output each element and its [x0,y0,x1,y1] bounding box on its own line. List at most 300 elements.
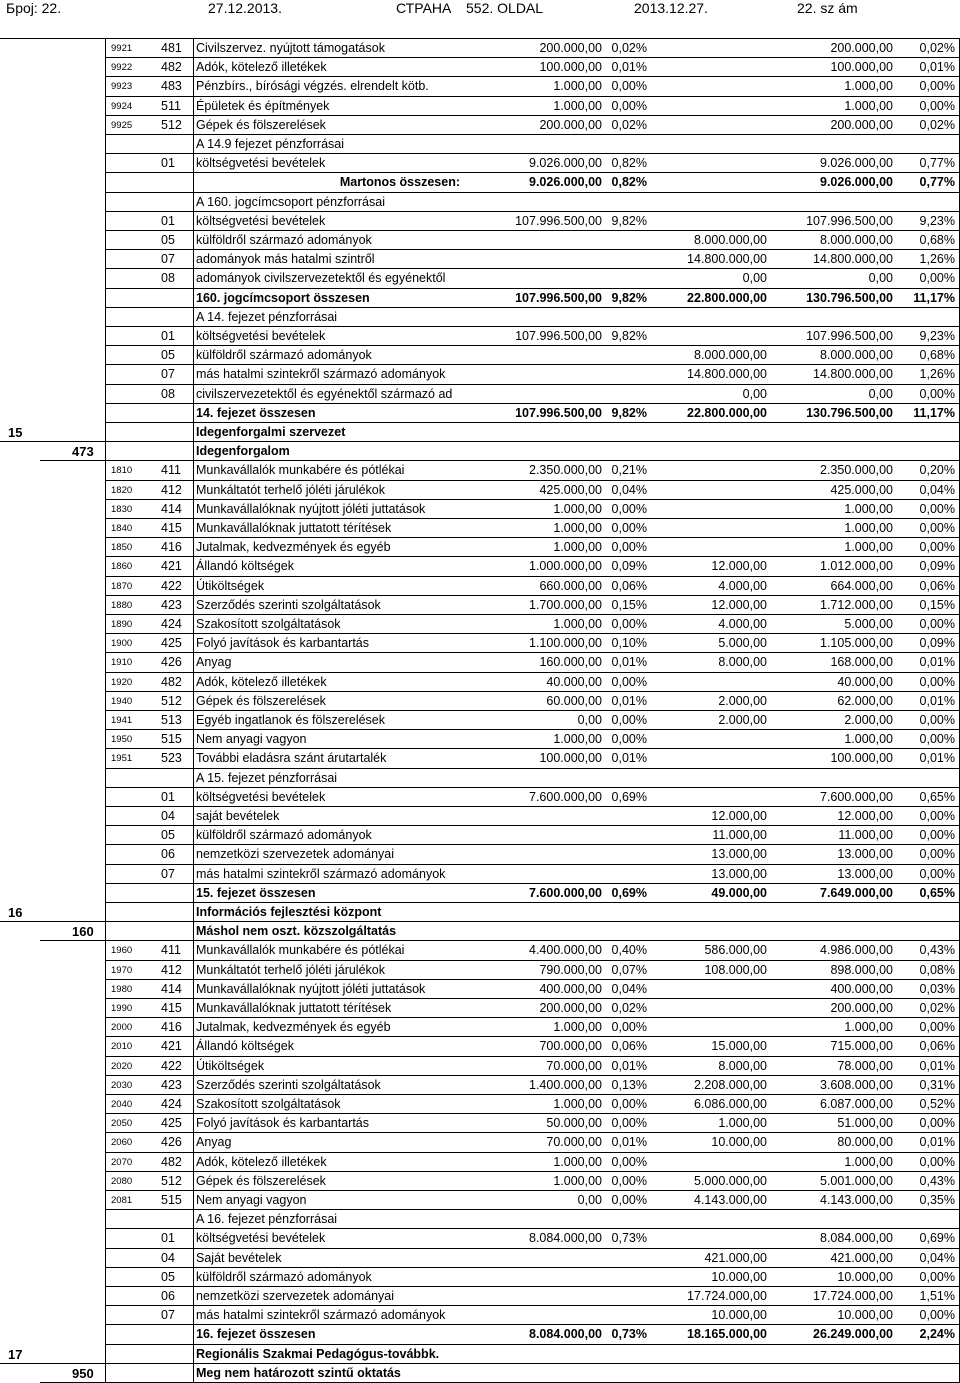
row-label: További eladásra szánt árutartalék [196,751,387,766]
percent-total: 0,00% [919,386,955,401]
section-number: 17 [8,1346,23,1362]
amount-budget: 107.996.500,00 [515,213,602,228]
row-label: költségvetési bevételek [196,213,326,228]
percent-total: 0,00% [919,501,955,516]
row-label: Szakosított szolgáltatások [196,1097,341,1111]
row-label: Regionális Szakmai Pedagógus-továbbk. [196,1346,440,1361]
amount-total: 664.000,00 [830,578,893,593]
amount-budget: 1.000,00 [553,732,602,747]
percent-budget: 0,40% [611,943,647,958]
percent-total: 11,17% [913,290,955,305]
row-label: A 14.9 fejezet pénzforrásai [196,137,345,151]
percent-total: 0,00% [919,521,955,535]
amount-budget: 2.350.000,00 [529,463,602,478]
amount-other-sources: 22.800.000,00 [687,290,767,305]
percent-budget: 0,00% [611,1116,647,1131]
amount-budget: 9.026.000,00 [529,175,602,190]
percent-total: 0,43% [919,1173,955,1188]
row-label: Jutalmak, kedvezmények és egyéb [196,1020,391,1035]
amount-budget: 8.084.000,00 [529,1327,602,1342]
percent-budget: 0,00% [611,1154,647,1169]
percent-total: 0,00% [919,674,955,689]
amount-budget: 9.026.000,00 [529,156,602,171]
percent-total: 2,24% [919,1327,955,1342]
percent-total: 0,15% [919,597,955,612]
amount-budget: 70.000,00 [546,1058,602,1073]
percent-budget: 0,82% [611,175,647,190]
percent-budget: 0,06% [611,1039,647,1054]
percent-total: 0,03% [919,981,955,996]
percent-budget: 0,69% [611,789,647,804]
percent-total: 0,01% [919,60,955,75]
amount-budget: 1.700.000,00 [529,597,602,612]
amount-total: 62.000,00 [837,693,893,708]
amount-other-sources: 13.000,00 [711,866,767,881]
amount-other-sources: 12.000,00 [711,559,767,574]
percent-total: 0,00% [919,271,955,286]
account-code: 07 [161,367,175,382]
row-id: 9923 [111,81,133,93]
amount-budget: 1.000.000,00 [529,559,602,574]
table-row [0,903,960,922]
amount-total: 7.600.000,00 [820,789,893,804]
row-id: 2000 [111,1022,133,1034]
row-label: adományok más hatalmi szintről [196,252,375,267]
amount-other-sources: 12.000,00 [711,597,767,612]
percent-total: 0,00% [919,98,955,113]
row-label: nemzetközi szervezetek adományai [196,1289,395,1303]
row-label: Állandó költségek [196,559,294,574]
row-id: 2070 [111,1156,133,1168]
percent-total: 9,23% [919,213,955,228]
account-code: 421 [161,559,182,574]
row-label: A 160. jogcímcsoport pénzforrásai [196,194,385,209]
percent-budget: 0,07% [611,962,647,977]
amount-total: 12.000,00 [837,809,893,823]
percent-budget: 9,82% [611,290,647,305]
percent-total: 11,17% [913,405,955,420]
account-code: 08 [161,271,175,286]
percent-budget: 0,04% [611,981,647,996]
row-id: 1990 [111,1003,133,1014]
account-code: 423 [161,1077,182,1092]
percent-total: 1,51% [919,1289,955,1303]
row-label: 15. fejezet összesen [196,885,316,900]
row-label: Adók, kötelező illetékek [196,60,327,75]
account-code: 414 [161,981,182,996]
amount-total: 78.000,00 [837,1058,893,1073]
amount-budget: 1.000,00 [553,98,602,113]
amount-total: 80.000,00 [837,1135,893,1150]
row-label: A 14. fejezet pénzforrásai [196,309,338,324]
amount-budget: 60.000,00 [546,693,602,708]
amount-total: 3.608.000,00 [820,1077,893,1092]
row-label: Martonos összesen: [339,175,460,190]
account-code: 512 [161,1173,182,1188]
percent-total: 0,43% [919,943,955,958]
row-id: 1860 [111,561,133,573]
page-header [0,0,960,22]
row-label: költségvetési bevételek [196,329,326,343]
subsection-number: 473 [72,444,94,460]
amount-total: 0,00 [868,386,893,401]
amount-other-sources: 5.000.000,00 [694,1173,767,1188]
amount-total: 5.001.000,00 [820,1173,893,1188]
row-id: 1960 [111,945,133,957]
row-label: 16. fejezet összesen [196,1327,316,1342]
row-id: 1830 [111,503,133,515]
percent-budget: 0,01% [611,655,647,670]
amount-other-sources: 22.800.000,00 [687,405,767,420]
amount-total: 2.000,00 [844,713,893,727]
percent-budget: 0,00% [611,1097,647,1111]
amount-budget: 660.000,00 [539,578,602,593]
account-code: 07 [161,1308,175,1323]
percent-budget: 0,01% [611,60,647,75]
account-code: 01 [161,156,175,171]
amount-total: 14.800.000,00 [813,252,893,267]
row-id: 1970 [111,964,133,976]
amount-budget: 0,00 [577,713,602,727]
row-label: Gépek és fölszerelések [196,693,326,708]
amount-budget: 100.000,00 [539,751,602,766]
percent-budget: 0,00% [611,501,647,516]
account-code: 06 [161,1289,175,1303]
row-label: Útiköltségek [196,1058,265,1073]
amount-total: 40.000,00 [837,674,893,689]
amount-total: 100.000,00 [830,751,893,766]
row-id: 1840 [111,523,133,534]
amount-total: 425.000,00 [830,482,893,497]
account-code: 421 [161,1039,182,1054]
amount-other-sources: 10.000,00 [711,1269,767,1284]
amount-total: 14.800.000,00 [813,367,893,382]
percent-budget: 0,01% [611,751,647,766]
header-number-label: Број: 22. [6,0,62,16]
amount-total: 100.000,00 [830,60,893,75]
amount-budget: 1.000,00 [553,1097,602,1111]
account-code: 414 [161,501,182,516]
amount-other-sources: 8.000,00 [718,1058,767,1073]
amount-total: 8.084.000,00 [820,1231,893,1246]
amount-budget: 8.084.000,00 [529,1231,602,1246]
percent-budget: 0,06% [611,578,647,593]
amount-budget: 425.000,00 [539,482,602,497]
percent-total: 0,01% [919,1135,955,1150]
amount-other-sources: 0,00 [742,386,767,401]
amount-other-sources: 18.165.000,00 [687,1327,767,1342]
percent-total: 9,23% [919,329,955,343]
amount-total: 1.000,00 [844,79,893,94]
amount-budget: 0,00 [577,1193,602,1207]
percent-total: 0,04% [919,482,955,497]
amount-budget: 1.100.000,00 [529,636,602,651]
subsection-number: 160 [72,924,94,940]
account-code: 422 [161,1058,182,1073]
amount-budget: 200.000,00 [539,41,602,55]
header-date-2: 2013.12.27. [634,0,708,16]
row-label: Szakosított szolgáltatások [196,617,341,631]
amount-other-sources: 15.000,00 [711,1039,767,1054]
account-code: 411 [161,463,181,478]
amount-budget: 400.000,00 [539,981,602,996]
amount-total: 1.000,00 [844,540,893,555]
row-label: Útiköltségek [196,578,265,593]
percent-budget: 0,15% [611,597,647,612]
amount-other-sources: 421.000,00 [704,1250,767,1265]
amount-other-sources: 2.000,00 [718,693,767,708]
amount-total: 898.000,00 [830,962,893,977]
row-label: Nem anyagi vagyon [196,1193,307,1207]
amount-other-sources: 10.000,00 [711,1308,767,1323]
account-code: 511 [161,98,181,113]
amount-other-sources: 14.800.000,00 [687,367,767,382]
percent-total: 0,00% [919,847,955,862]
row-label: Egyéb ingatlanok és fölszerelések [196,713,386,727]
amount-budget: 1.000,00 [553,1173,602,1188]
percent-total: 0,09% [919,559,955,574]
percent-total: 0,00% [919,809,955,823]
percent-total: 0,01% [919,693,955,708]
amount-total: 168.000,00 [830,655,893,670]
percent-budget: 0,00% [611,1193,647,1207]
row-label: költségvetési bevételek [196,156,326,171]
amount-other-sources: 2.000,00 [718,713,767,727]
row-label: külföldről származó adományok [196,348,372,363]
percent-total: 0,09% [919,636,955,651]
percent-total: 0,35% [919,1193,955,1207]
row-id: 1940 [111,695,133,707]
header-page-number: 552. OLDAL [466,0,544,16]
account-code: 05 [161,1269,175,1284]
amount-total: 1.000,00 [844,501,893,516]
grid-line [105,39,106,1383]
table-row [0,423,960,442]
account-code: 482 [161,674,182,689]
row-id: 2030 [111,1079,133,1091]
account-code: 415 [161,521,182,535]
amount-total: 200.000,00 [830,117,893,132]
percent-budget: 0,00% [611,732,647,747]
amount-budget: 1.000,00 [553,501,602,516]
percent-total: 0,00% [919,866,955,881]
row-label: külföldről származó adományok [196,233,372,247]
account-code: 411 [161,943,181,958]
row-label: Meg nem határozott szintű oktatás [196,1365,401,1380]
percent-total: 0,68% [919,348,955,363]
percent-budget: 0,73% [611,1327,647,1342]
account-code: 423 [161,597,182,612]
header-issue: 22. sz ám [797,0,858,16]
account-code: 05 [161,348,175,363]
table-row [0,1345,960,1364]
percent-total: 0,02% [919,1001,955,1015]
row-label: A 15. fejezet pénzforrásai [196,770,338,785]
amount-budget: 1.000,00 [553,1020,602,1035]
row-label: más hatalmi szintekről származó adományok [196,367,446,382]
row-id: 2080 [111,1175,133,1187]
amount-total: 6.087.000,00 [820,1097,893,1111]
amount-budget: 160.000,00 [539,655,602,670]
percent-total: 0,20% [919,463,955,478]
amount-total: 2.350.000,00 [820,463,893,478]
percent-total: 0,08% [919,962,955,977]
percent-budget: 0,02% [611,1001,647,1015]
table-row [40,922,960,941]
percent-total: 1,26% [919,252,955,267]
account-code: 416 [161,540,182,555]
account-code: 426 [161,1135,182,1150]
percent-budget: 0,04% [611,482,647,497]
amount-other-sources: 4.000,00 [718,617,767,631]
percent-total: 0,06% [919,578,955,593]
percent-total: 0,65% [919,885,955,900]
row-id: 2050 [111,1118,133,1130]
account-code: 424 [161,1097,182,1111]
row-label: Szerződés szerinti szolgáltatások [196,597,381,612]
percent-budget: 0,02% [611,41,647,55]
account-code: 01 [161,213,175,228]
amount-other-sources: 1.000,00 [718,1116,767,1131]
amount-budget: 1.000,00 [553,540,602,555]
account-code: 01 [161,329,175,343]
amount-total: 4.986.000,00 [820,943,893,958]
row-label: Gépek és fölszerelések [196,117,326,132]
account-code: 06 [161,847,175,862]
account-code: 08 [161,386,175,401]
row-label: Információs fejlesztési központ [196,905,382,919]
account-code: 512 [161,693,182,708]
row-id: 9925 [111,119,133,131]
percent-total: 1,26% [919,367,955,382]
amount-budget: 790.000,00 [539,962,602,977]
row-label: Anyag [196,1135,232,1150]
row-label: Idegenforgalmi szervezet [196,425,346,439]
account-code: 04 [161,1250,175,1265]
row-label: nemzetközi szervezetek adományai [196,847,395,862]
percent-budget: 0,00% [611,713,647,727]
row-id: 1810 [111,465,133,477]
row-label: külföldről származó adományok [196,828,372,843]
amount-other-sources: 6.086.000,00 [694,1097,767,1111]
row-id: 9921 [111,43,133,54]
row-label: Folyó javítások és karbantartás [196,1116,369,1131]
account-code: 512 [161,117,182,132]
percent-total: 0,00% [919,1269,955,1284]
row-label: Munkáltatót terhelő jóléti járulékok [196,962,385,977]
amount-budget: 100.000,00 [539,60,602,75]
amount-total: 130.796.500,00 [806,405,893,420]
percent-total: 0,68% [919,233,955,247]
amount-total: 26.249.000,00 [813,1327,893,1342]
amount-total: 1.000,00 [844,1020,893,1035]
amount-total: 10.000,00 [837,1269,893,1284]
row-id: 1850 [111,542,133,554]
account-code: 415 [161,1001,182,1015]
percent-budget: 0,01% [611,693,647,708]
amount-total: 11.000,00 [838,828,893,843]
row-label: Állandó költségek [196,1039,294,1054]
account-code: 01 [161,1231,175,1246]
account-code: 412 [161,962,182,977]
row-id: 2040 [111,1099,133,1110]
account-code: 482 [161,60,182,75]
amount-total: 200.000,00 [830,1001,893,1015]
row-id: 1880 [111,599,133,611]
amount-other-sources: 13.000,00 [711,847,767,862]
percent-total: 0,01% [919,751,955,766]
amount-total: 17.724.000,00 [813,1289,893,1303]
amount-budget: 7.600.000,00 [529,789,602,804]
account-code: 482 [161,1154,182,1169]
amount-total: 107.996.500,00 [806,329,893,343]
row-id: 1950 [111,734,133,746]
row-label: Saját bevételek [196,1250,282,1265]
row-label: civilszervezetektől és egyénektől származó ad [196,386,453,401]
percent-total: 0,00% [919,1116,955,1131]
account-code: 07 [161,252,175,267]
amount-total: 51.000,00 [837,1116,893,1131]
amount-other-sources: 14.800.000,00 [687,252,767,267]
row-id: 1820 [111,484,133,496]
percent-budget: 0,82% [611,156,647,171]
section-number: 15 [8,425,23,440]
amount-budget: 70.000,00 [546,1135,602,1150]
amount-total: 1.000,00 [844,98,893,113]
amount-budget: 40.000,00 [546,674,602,689]
amount-other-sources: 2.208.000,00 [694,1077,767,1092]
row-id: 2081 [111,1195,133,1206]
amount-other-sources: 12.000,00 [711,809,767,823]
row-label: Adók, kötelező illetékek [196,674,327,689]
account-code: 515 [161,732,182,747]
amount-total: 5.000,00 [844,617,893,631]
percent-budget: 0,00% [611,521,647,535]
row-label: költségvetési bevételek [196,789,326,804]
row-label: Munkavállalók munkabére és pótlékai [196,943,405,958]
row-label: költségvetési bevételek [196,1231,326,1246]
percent-budget: 0,00% [611,1020,647,1035]
row-label: Jutalmak, kedvezmények és egyéb [196,540,391,555]
amount-other-sources: 8.000.000,00 [694,233,767,247]
amount-total: 130.796.500,00 [806,290,893,305]
percent-total: 0,52% [919,1097,955,1111]
amount-other-sources: 11.000,00 [712,828,767,843]
amount-other-sources: 8.000,00 [718,655,767,670]
percent-total: 0,77% [919,156,955,171]
account-code: 412 [161,482,182,497]
percent-budget: 0,00% [611,1173,647,1188]
row-id: 1941 [111,715,133,726]
percent-budget: 0,00% [611,617,647,631]
row-id: 1951 [111,753,133,765]
amount-total: 421.000,00 [830,1250,893,1265]
row-label: saját bevételek [196,809,280,823]
account-code: 07 [161,866,175,881]
row-label: Adók, kötelező illetékek [196,1154,327,1169]
account-code: 513 [161,713,182,727]
row-label: Nem anyagi vagyon [196,732,307,747]
amount-budget: 1.000,00 [553,617,602,631]
amount-total: 13.000,00 [837,866,893,881]
amount-other-sources: 586.000,00 [704,943,767,958]
percent-total: 0,00% [919,540,955,555]
row-id: 9924 [111,100,133,112]
account-code: 425 [161,636,182,651]
amount-other-sources: 4.143.000,00 [694,1193,767,1207]
amount-total: 1.000,00 [844,1154,893,1169]
row-id: 1980 [111,983,133,995]
